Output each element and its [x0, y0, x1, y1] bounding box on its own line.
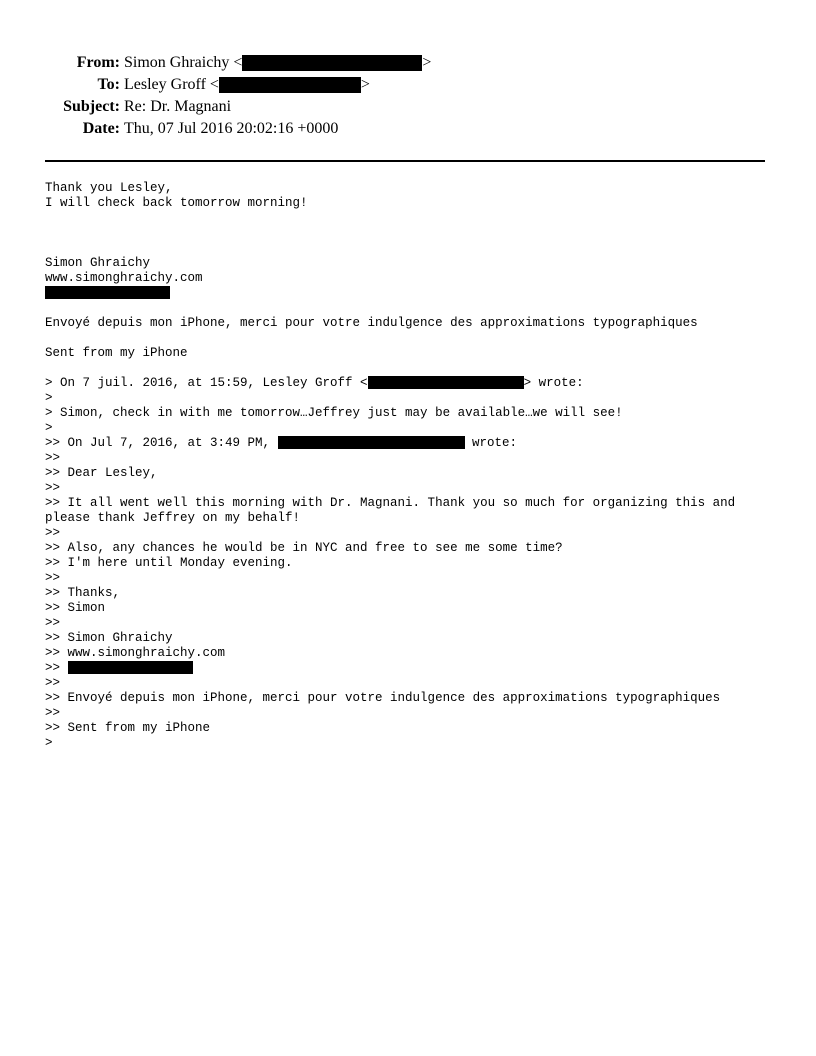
quote-line: >> Dear Lesley,	[45, 466, 158, 480]
body-line: I will check back tomorrow morning!	[45, 196, 308, 210]
to-end: >	[360, 76, 370, 94]
quote-line: >>	[45, 616, 61, 630]
to-name: Lesley Groff <	[124, 76, 219, 94]
quote-line: >> Thanks,	[45, 586, 121, 600]
subject-value: Re: Dr. Magnani	[124, 98, 232, 115]
quote-line: >	[45, 391, 53, 405]
redacted-phone	[45, 286, 170, 299]
redacted-phone	[68, 661, 193, 674]
blank-line	[45, 226, 775, 241]
from-name: Simon Ghraichy <	[124, 54, 243, 72]
signature-redacted	[45, 286, 775, 301]
redacted-sender	[278, 436, 465, 449]
quote-line: >>	[45, 451, 61, 465]
email-body	[45, 181, 775, 751]
quote-line: >> Also, any chances he would be in NYC and free to see me some time?	[45, 541, 563, 555]
blank-line	[45, 211, 775, 226]
subject-row	[0, 96, 816, 118]
redacted-email	[219, 77, 361, 93]
from-value	[124, 52, 431, 74]
body-line: Sent from my iPhone	[45, 346, 188, 360]
quote-line: >>	[45, 676, 61, 690]
date-row	[0, 118, 816, 140]
quote-line: >>	[45, 526, 61, 540]
blank-line	[45, 301, 775, 316]
quote-line: >>	[45, 571, 61, 585]
quote-line: >> I'm here until Monday evening.	[45, 556, 293, 570]
date-value: Thu, 07 Jul 2016 20:02:16 +0000	[124, 120, 339, 137]
body-line: Envoyé depuis mon iPhone, merci pour votre indulgence des approximations typographiques	[45, 316, 698, 330]
quote-line: >> Simon	[45, 601, 106, 615]
quote-line	[45, 436, 775, 451]
redacted-email	[368, 376, 524, 389]
signature-name: Simon Ghraichy	[45, 256, 151, 270]
quote-line	[45, 376, 775, 391]
quote-line: >	[45, 421, 53, 435]
quote-line: >> It all went well this morning with Dr. Magnani. Thank you so much for organizing this and	[45, 496, 736, 510]
redacted-email	[242, 55, 422, 71]
quote-line: > Simon, check in with me tomorrow…Jeffrey just may be available…we will see!	[45, 406, 623, 420]
blank-line	[45, 361, 775, 376]
to-label: To:	[97, 76, 120, 93]
quote-text: > On 7 juil. 2016, at 15:59, Lesley Groff <	[45, 376, 368, 390]
quote-line: >	[45, 736, 53, 750]
date-label: Date:	[82, 120, 120, 137]
from-end: >	[422, 54, 432, 72]
from-label: From:	[76, 54, 120, 71]
blank-line	[45, 241, 775, 256]
to-row	[0, 74, 816, 96]
quote-text: > wrote:	[523, 376, 584, 390]
quote-line: >> Sent from my iPhone	[45, 721, 211, 735]
quote-line: >> Simon Ghraichy	[45, 631, 173, 645]
body-line: Thank you Lesley,	[45, 181, 173, 195]
quote-line: please thank Jeffrey on my behalf!	[45, 511, 301, 525]
quote-text: >> On Jul 7, 2016, at 3:49 PM,	[45, 436, 278, 450]
quote-line	[45, 661, 775, 676]
from-row	[0, 52, 816, 74]
quote-line: >> www.simonghraichy.com	[45, 646, 226, 660]
to-value	[124, 74, 370, 96]
header-divider	[45, 160, 765, 162]
signature-url: www.simonghraichy.com	[45, 271, 203, 285]
quote-line: >>	[45, 481, 61, 495]
quote-line: >> Envoyé depuis mon iPhone, merci pour votre indulgence des approximations typographiques	[45, 691, 721, 705]
quote-text: >>	[45, 661, 68, 675]
blank-line	[45, 331, 775, 346]
quote-text: wrote:	[464, 436, 518, 450]
subject-label: Subject:	[63, 98, 120, 115]
quote-line: >>	[45, 706, 61, 720]
